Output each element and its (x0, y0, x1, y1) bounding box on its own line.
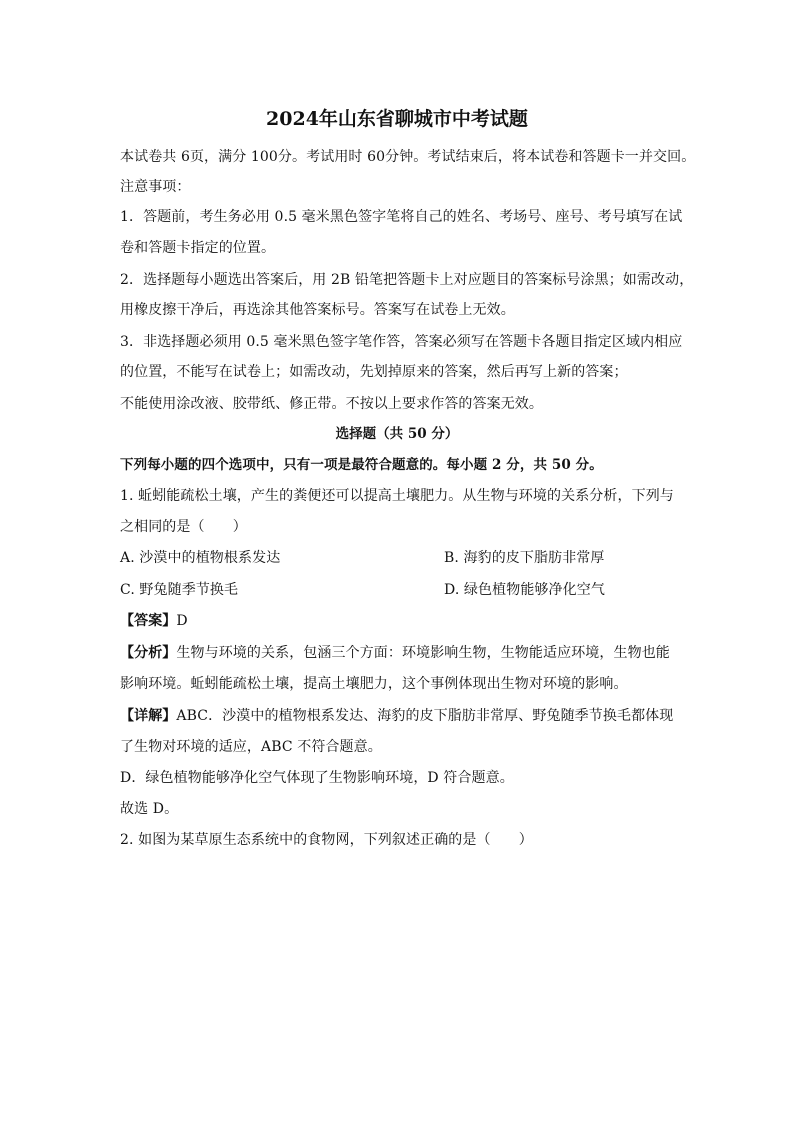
analysis-label: 【分析】 (120, 645, 177, 661)
notice-line: 3．非选择题必须用 0.5 毫米黑色签字笔作答，答案必须写在答题卡各题目指定区域内相应 (120, 334, 683, 350)
notice-line: 2．选择题每小题选出答案后，用 2B 铅笔把答题卡上对应题目的答案标号涂黑；如需改动， (120, 272, 694, 288)
answer-value: D (176, 613, 188, 629)
section-instruction: 下列每小题的四个选项中，只有一项是最符合题意的。每小题 2 分，共 50 分。 (120, 457, 603, 473)
notice-line: 不能使用涂改液、胶带纸、修正带。不按以上要求作答的答案无效。 (120, 396, 543, 412)
page-title: 2024年山东省聊城市中考试题 (266, 108, 528, 130)
question-2-stem: 2. 如图为某草原生态系统中的食物网，下列叙述正确的是（ ） (120, 832, 533, 848)
notice-line: 卷和答题卡指定的位置。 (120, 240, 276, 256)
notice-label: 注意事项： (120, 179, 191, 195)
detail-text: ABC．沙漠中的植物根系发达、海豹的皮下脂肪非常厚、野兔随季节换毛都体现 (176, 708, 674, 724)
detail-text: 了生物对环境的适应，ABC 不符合题意。 (120, 739, 382, 755)
notice-line: 的位置，不能写在试卷上；如需改动，先划掉原来的答案，然后再写上新的答案； (120, 364, 628, 380)
detail-label: 【详解】 (120, 708, 177, 724)
detail-text: D．绿色植物能够净化空气体现了生物影响环境，D 符合题意。 (120, 770, 514, 786)
answer-row (120, 611, 188, 631)
question-1-option-c: C. 野兔随季节换毛 (120, 582, 239, 598)
notice-line: 用橡皮擦干净后，再选涂其他答案标号。答案写在试卷上无效。 (120, 302, 515, 318)
question-1-stem: 之相同的是（ ） (120, 519, 247, 535)
analysis-row (120, 643, 670, 663)
question-1-option-d: D. 绿色植物能够净化空气 (444, 582, 605, 598)
notice-line: 1．答题前，考生务必用 0.5 毫米黑色签字笔将自己的姓名、考场号、座号、考号填写在试 (120, 209, 683, 225)
detail-row (120, 706, 673, 726)
answer-label: 【答案】 (120, 613, 177, 629)
section-title: 选择题（共 50 分） (335, 426, 459, 442)
question-1-stem: 1. 蚯蚓能疏松土壤，产生的粪便还可以提高土壤肥力。从生物与环境的关系分析，下列与 (120, 488, 674, 504)
exam-intro: 本试卷共 6页，满分 100分。考试用时 60分钟。考试结束后，将本试卷和答题卡一并交回。 (120, 149, 696, 165)
analysis-text: 影响环境。蚯蚓能疏松土壤，提高土壤肥力，这个事例体现出生物对环境的影响。 (120, 676, 628, 692)
conclusion-text: 故选 D。 (120, 801, 179, 817)
question-1-option-a: A. 沙漠中的植物根系发达 (120, 550, 281, 566)
question-1-option-b: B. 海豹的皮下脂肪非常厚 (444, 550, 605, 566)
analysis-text: 生物与环境的关系，包涵三个方面：环境影响生物，生物能适应环境，生物也能 (176, 645, 670, 661)
